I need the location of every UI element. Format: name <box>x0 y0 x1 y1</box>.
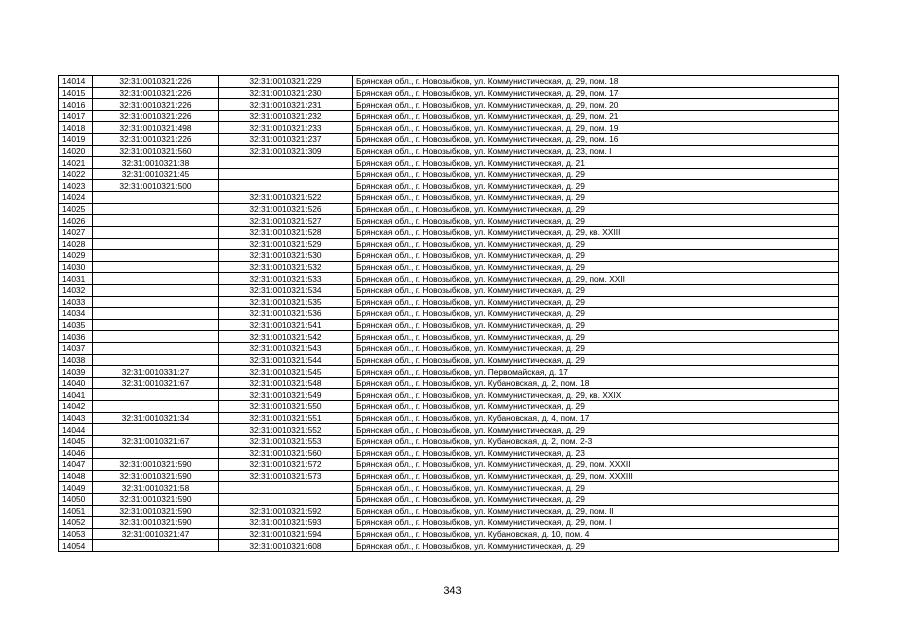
land-parcel-cadastral-cell <box>93 319 219 331</box>
table-row <box>59 192 839 204</box>
row-number-cell: 14042 <box>59 401 93 413</box>
address-cell: Брянская обл., г. Новозыбков, ул. Кубановская, д. 10, пом. 4 <box>353 528 839 540</box>
object-cadastral-cell: 32:31:0010321:526 <box>219 203 353 215</box>
address-cell: Брянская обл., г. Новозыбков, ул. Коммунистическая, д. 29 <box>353 296 839 308</box>
land-parcel-cadastral-cell <box>93 250 219 262</box>
object-cadastral-cell: 32:31:0010321:594 <box>219 528 353 540</box>
address-cell: Брянская обл., г. Новозыбков, ул. Коммунистическая, д. 29, пом. XXII <box>353 273 839 285</box>
table-row <box>59 145 839 157</box>
row-number-cell: 14033 <box>59 296 93 308</box>
address-cell: Брянская обл., г. Новозыбков, ул. Коммунистическая, д. 29, пом. 18 <box>353 76 839 88</box>
address-cell: Брянская обл., г. Новозыбков, ул. Коммунистическая, д. 29 <box>353 319 839 331</box>
object-cadastral-cell: 32:31:0010321:593 <box>219 517 353 529</box>
object-cadastral-cell: 32:31:0010321:535 <box>219 296 353 308</box>
table-row <box>59 168 839 180</box>
table-row <box>59 412 839 424</box>
table-row <box>59 250 839 262</box>
table-row <box>59 459 839 471</box>
table-row <box>59 180 839 192</box>
row-number-cell: 14048 <box>59 470 93 482</box>
land-parcel-cadastral-cell <box>93 389 219 401</box>
table-row <box>59 505 839 517</box>
object-cadastral-cell <box>219 157 353 169</box>
table-row <box>59 203 839 215</box>
land-parcel-cadastral-cell <box>93 343 219 355</box>
land-parcel-cadastral-cell: 32:31:0010321:590 <box>93 470 219 482</box>
object-cadastral-cell: 32:31:0010321:545 <box>219 366 353 378</box>
row-number-cell: 14028 <box>59 238 93 250</box>
object-cadastral-cell: 32:31:0010321:231 <box>219 99 353 111</box>
land-parcel-cadastral-cell: 32:31:0010331:27 <box>93 366 219 378</box>
table-row <box>59 517 839 529</box>
address-cell: Брянская обл., г. Новозыбков, ул. Коммунистическая, д. 21 <box>353 157 839 169</box>
table-row <box>59 389 839 401</box>
object-cadastral-cell: 32:31:0010321:530 <box>219 250 353 262</box>
object-cadastral-cell: 32:31:0010321:309 <box>219 145 353 157</box>
address-cell: Брянская обл., г. Новозыбков, ул. Коммунистическая, д. 29 <box>353 261 839 273</box>
land-parcel-cadastral-cell: 32:31:0010321:226 <box>93 87 219 99</box>
land-parcel-cadastral-cell <box>93 203 219 215</box>
land-parcel-cadastral-cell: 32:31:0010321:58 <box>93 482 219 494</box>
land-parcel-cadastral-cell: 32:31:0010321:34 <box>93 412 219 424</box>
object-cadastral-cell: 32:31:0010321:542 <box>219 331 353 343</box>
table-row <box>59 366 839 378</box>
address-cell: Брянская обл., г. Новозыбков, ул. Кубановская, д. 4, пом. 17 <box>353 412 839 424</box>
row-number-cell: 14021 <box>59 157 93 169</box>
table-row <box>59 528 839 540</box>
land-parcel-cadastral-cell <box>93 540 219 552</box>
land-parcel-cadastral-cell: 32:31:0010321:590 <box>93 493 219 505</box>
table-row <box>59 482 839 494</box>
address-cell: Брянская обл., г. Новозыбков, ул. Коммунистическая, д. 29, пом. II <box>353 505 839 517</box>
row-number-cell: 14039 <box>59 366 93 378</box>
land-parcel-cadastral-cell <box>93 308 219 320</box>
address-cell: Брянская обл., г. Новозыбков, ул. Коммунистическая, д. 29, пом. 20 <box>353 99 839 111</box>
table-row <box>59 76 839 88</box>
object-cadastral-cell: 32:31:0010321:608 <box>219 540 353 552</box>
row-number-cell: 14026 <box>59 215 93 227</box>
object-cadastral-cell <box>219 168 353 180</box>
row-number-cell: 14043 <box>59 412 93 424</box>
row-number-cell: 14037 <box>59 343 93 355</box>
row-number-cell: 14045 <box>59 435 93 447</box>
land-parcel-cadastral-cell <box>93 215 219 227</box>
object-cadastral-cell: 32:31:0010321:560 <box>219 447 353 459</box>
land-parcel-cadastral-cell: 32:31:0010321:226 <box>93 76 219 88</box>
table-row <box>59 401 839 413</box>
address-cell: Брянская обл., г. Новозыбков, ул. Коммунистическая, д. 29 <box>353 424 839 436</box>
address-cell: Брянская обл., г. Новозыбков, ул. Коммунистическая, д. 23, пом. I <box>353 145 839 157</box>
address-cell: Брянская обл., г. Новозыбков, ул. Кубановская, д. 2, пом. 18 <box>353 377 839 389</box>
object-cadastral-cell: 32:31:0010321:522 <box>219 192 353 204</box>
object-cadastral-cell: 32:31:0010321:572 <box>219 459 353 471</box>
row-number-cell: 14053 <box>59 528 93 540</box>
object-cadastral-cell: 32:31:0010321:536 <box>219 308 353 320</box>
address-cell: Брянская обл., г. Новозыбков, ул. Коммунистическая, д. 29 <box>353 540 839 552</box>
land-parcel-cadastral-cell <box>93 424 219 436</box>
table-row <box>59 238 839 250</box>
object-cadastral-cell: 32:31:0010321:237 <box>219 134 353 146</box>
address-cell: Брянская обл., г. Новозыбков, ул. Коммунистическая, д. 29 <box>353 401 839 413</box>
row-number-cell: 14050 <box>59 493 93 505</box>
object-cadastral-cell: 32:31:0010321:532 <box>219 261 353 273</box>
address-cell: Брянская обл., г. Новозыбков, ул. Коммунистическая, д. 23 <box>353 447 839 459</box>
object-cadastral-cell: 32:31:0010321:541 <box>219 319 353 331</box>
table-row <box>59 424 839 436</box>
table-row <box>59 215 839 227</box>
row-number-cell: 14029 <box>59 250 93 262</box>
land-parcel-cadastral-cell <box>93 354 219 366</box>
object-cadastral-cell: 32:31:0010321:592 <box>219 505 353 517</box>
address-cell: Брянская обл., г. Новозыбков, ул. Коммунистическая, д. 29 <box>353 203 839 215</box>
address-cell: Брянская обл., г. Новозыбков, ул. Коммунистическая, д. 29 <box>353 180 839 192</box>
land-parcel-cadastral-cell: 32:31:0010321:67 <box>93 377 219 389</box>
table-row <box>59 87 839 99</box>
address-cell: Брянская обл., г. Новозыбков, ул. Коммунистическая, д. 29 <box>353 250 839 262</box>
table-row <box>59 99 839 111</box>
address-cell: Брянская обл., г. Новозыбков, ул. Коммунистическая, д. 29 <box>353 354 839 366</box>
address-cell: Брянская обл., г. Новозыбков, ул. Коммунистическая, д. 29 <box>353 238 839 250</box>
land-parcel-cadastral-cell: 32:31:0010321:67 <box>93 435 219 447</box>
object-cadastral-cell: 32:31:0010321:552 <box>219 424 353 436</box>
table-row <box>59 157 839 169</box>
land-parcel-cadastral-cell: 32:31:0010321:45 <box>93 168 219 180</box>
row-number-cell: 14054 <box>59 540 93 552</box>
land-parcel-cadastral-cell: 32:31:0010321:560 <box>93 145 219 157</box>
object-cadastral-cell: 32:31:0010321:529 <box>219 238 353 250</box>
row-number-cell: 14047 <box>59 459 93 471</box>
land-parcel-cadastral-cell: 32:31:0010321:590 <box>93 459 219 471</box>
row-number-cell: 14040 <box>59 377 93 389</box>
row-number-cell: 14036 <box>59 331 93 343</box>
object-cadastral-cell: 32:31:0010321:230 <box>219 87 353 99</box>
table-row <box>59 470 839 482</box>
table-row <box>59 493 839 505</box>
object-cadastral-cell <box>219 180 353 192</box>
address-cell: Брянская обл., г. Новозыбков, ул. Коммунистическая, д. 29 <box>353 192 839 204</box>
row-number-cell: 14038 <box>59 354 93 366</box>
row-number-cell: 14044 <box>59 424 93 436</box>
table-row <box>59 122 839 134</box>
address-cell: Брянская обл., г. Новозыбков, ул. Коммунистическая, д. 29 <box>353 284 839 296</box>
land-parcel-cadastral-cell: 32:31:0010321:498 <box>93 122 219 134</box>
table-body <box>59 76 839 552</box>
address-cell: Брянская обл., г. Новозыбков, ул. Кубановская, д. 2, пом. 2-3 <box>353 435 839 447</box>
address-cell: Брянская обл., г. Новозыбков, ул. Коммунистическая, д. 29 <box>353 331 839 343</box>
table-row <box>59 308 839 320</box>
object-cadastral-cell: 32:31:0010321:551 <box>219 412 353 424</box>
row-number-cell: 14022 <box>59 168 93 180</box>
address-cell: Брянская обл., г. Новозыбков, ул. Коммунистическая, д. 29, пом. XXXIII <box>353 470 839 482</box>
object-cadastral-cell: 32:31:0010321:533 <box>219 273 353 285</box>
land-parcel-cadastral-cell: 32:31:0010321:590 <box>93 517 219 529</box>
land-parcel-cadastral-cell <box>93 447 219 459</box>
table-row <box>59 261 839 273</box>
row-number-cell: 14032 <box>59 284 93 296</box>
address-cell: Брянская обл., г. Новозыбков, ул. Коммунистическая, д. 29, пом. XXXII <box>353 459 839 471</box>
land-parcel-cadastral-cell <box>93 401 219 413</box>
address-cell: Брянская обл., г. Новозыбков, ул. Коммунистическая, д. 29, кв. XXIII <box>353 226 839 238</box>
table-row <box>59 343 839 355</box>
table-row <box>59 273 839 285</box>
table-row <box>59 296 839 308</box>
address-cell: Брянская обл., г. Новозыбков, ул. Коммунистическая, д. 29 <box>353 493 839 505</box>
table-row <box>59 284 839 296</box>
land-parcel-cadastral-cell <box>93 296 219 308</box>
row-number-cell: 14034 <box>59 308 93 320</box>
land-parcel-cadastral-cell: 32:31:0010321:226 <box>93 110 219 122</box>
land-parcel-cadastral-cell <box>93 261 219 273</box>
object-cadastral-cell: 32:31:0010321:232 <box>219 110 353 122</box>
table-row <box>59 447 839 459</box>
address-cell: Брянская обл., г. Новозыбков, ул. Первомайская, д. 17 <box>353 366 839 378</box>
object-cadastral-cell: 32:31:0010321:549 <box>219 389 353 401</box>
row-number-cell: 14019 <box>59 134 93 146</box>
object-cadastral-cell: 32:31:0010321:527 <box>219 215 353 227</box>
table-row <box>59 319 839 331</box>
row-number-cell: 14025 <box>59 203 93 215</box>
table-row <box>59 110 839 122</box>
object-cadastral-cell: 32:31:0010321:534 <box>219 284 353 296</box>
row-number-cell: 14020 <box>59 145 93 157</box>
address-cell: Брянская обл., г. Новозыбков, ул. Коммунистическая, д. 29 <box>353 482 839 494</box>
row-number-cell: 14024 <box>59 192 93 204</box>
row-number-cell: 14049 <box>59 482 93 494</box>
table-row <box>59 226 839 238</box>
row-number-cell: 14031 <box>59 273 93 285</box>
row-number-cell: 14027 <box>59 226 93 238</box>
table-row <box>59 134 839 146</box>
row-number-cell: 14051 <box>59 505 93 517</box>
address-cell: Брянская обл., г. Новозыбков, ул. Коммунистическая, д. 29 <box>353 308 839 320</box>
object-cadastral-cell: 32:31:0010321:550 <box>219 401 353 413</box>
row-number-cell: 14052 <box>59 517 93 529</box>
object-cadastral-cell: 32:31:0010321:553 <box>219 435 353 447</box>
row-number-cell: 14014 <box>59 76 93 88</box>
land-parcel-cadastral-cell <box>93 273 219 285</box>
row-number-cell: 14041 <box>59 389 93 401</box>
object-cadastral-cell: 32:31:0010321:544 <box>219 354 353 366</box>
table-row <box>59 331 839 343</box>
address-cell: Брянская обл., г. Новозыбков, ул. Коммунистическая, д. 29, кв. XXIX <box>353 389 839 401</box>
address-cell: Брянская обл., г. Новозыбков, ул. Коммунистическая, д. 29, пом. 19 <box>353 122 839 134</box>
land-parcel-cadastral-cell <box>93 226 219 238</box>
address-cell: Брянская обл., г. Новозыбков, ул. Коммунистическая, д. 29 <box>353 343 839 355</box>
row-number-cell: 14016 <box>59 99 93 111</box>
address-cell: Брянская обл., г. Новозыбков, ул. Коммунистическая, д. 29, пом. 21 <box>353 110 839 122</box>
object-cadastral-cell: 32:31:0010321:573 <box>219 470 353 482</box>
land-parcel-cadastral-cell: 32:31:0010321:590 <box>93 505 219 517</box>
address-cell: Брянская обл., г. Новозыбков, ул. Коммунистическая, д. 29 <box>353 215 839 227</box>
address-cell: Брянская обл., г. Новозыбков, ул. Коммунистическая, д. 29 <box>353 168 839 180</box>
table-row <box>59 354 839 366</box>
row-number-cell: 14023 <box>59 180 93 192</box>
row-number-cell: 14018 <box>59 122 93 134</box>
object-cadastral-cell: 32:31:0010321:543 <box>219 343 353 355</box>
land-parcel-cadastral-cell: 32:31:0010321:500 <box>93 180 219 192</box>
row-number-cell: 14035 <box>59 319 93 331</box>
row-number-cell: 14017 <box>59 110 93 122</box>
address-cell: Брянская обл., г. Новозыбков, ул. Коммунистическая, д. 29, пом. 16 <box>353 134 839 146</box>
land-parcel-cadastral-cell <box>93 192 219 204</box>
object-cadastral-cell: 32:31:0010321:229 <box>219 76 353 88</box>
land-parcel-cadastral-cell <box>93 238 219 250</box>
land-parcel-cadastral-cell: 32:31:0010321:47 <box>93 528 219 540</box>
object-cadastral-cell: 32:31:0010321:233 <box>219 122 353 134</box>
address-cell: Брянская обл., г. Новозыбков, ул. Коммунистическая, д. 29, пом. I <box>353 517 839 529</box>
row-number-cell: 14030 <box>59 261 93 273</box>
address-cell: Брянская обл., г. Новозыбков, ул. Коммунистическая, д. 29, пом. 17 <box>353 87 839 99</box>
land-parcel-cadastral-cell: 32:31:0010321:38 <box>93 157 219 169</box>
row-number-cell: 14015 <box>59 87 93 99</box>
land-parcel-cadastral-cell: 32:31:0010321:226 <box>93 134 219 146</box>
object-cadastral-cell: 32:31:0010321:528 <box>219 226 353 238</box>
cadastral-register-table <box>58 75 839 552</box>
land-parcel-cadastral-cell: 32:31:0010321:226 <box>93 99 219 111</box>
row-number-cell: 14046 <box>59 447 93 459</box>
land-parcel-cadastral-cell <box>93 331 219 343</box>
page-number: 343 <box>443 585 462 597</box>
object-cadastral-cell <box>219 493 353 505</box>
object-cadastral-cell <box>219 482 353 494</box>
object-cadastral-cell: 32:31:0010321:548 <box>219 377 353 389</box>
table-row <box>59 540 839 552</box>
land-parcel-cadastral-cell <box>93 284 219 296</box>
table-row <box>59 377 839 389</box>
table-row <box>59 435 839 447</box>
